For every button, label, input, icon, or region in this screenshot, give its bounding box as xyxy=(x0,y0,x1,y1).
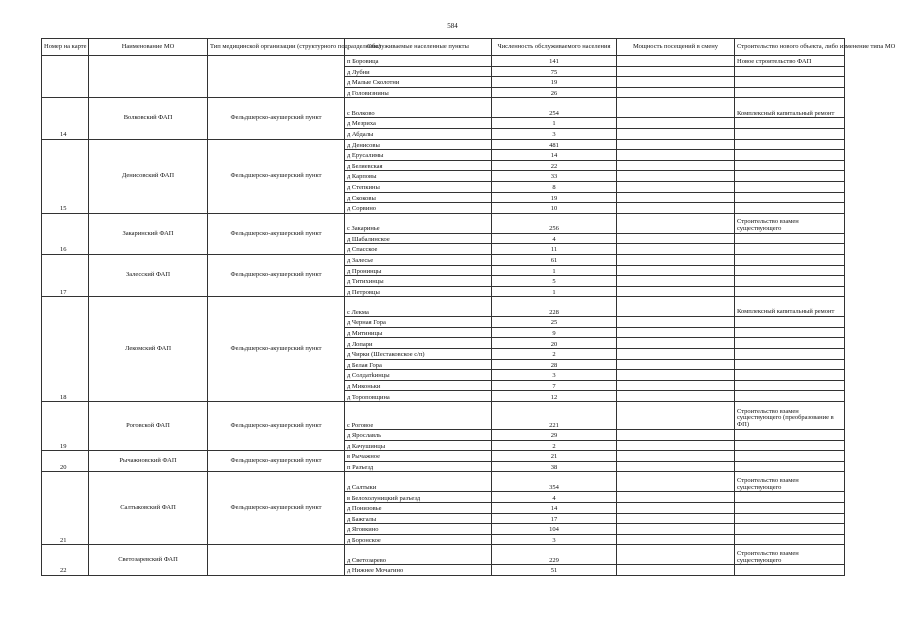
construction-cell xyxy=(735,276,845,287)
population-cell: 7 xyxy=(492,380,617,391)
org-type-cell: Фельдшерско-акушерский пункт xyxy=(208,254,345,296)
population-cell: 4 xyxy=(492,233,617,244)
capacity-cell xyxy=(617,391,735,402)
population-cell: 4 xyxy=(492,492,617,503)
capacity-cell xyxy=(617,338,735,349)
construction-cell xyxy=(735,77,845,88)
org-type-cell: Фельдшерско-акушерский пункт xyxy=(208,451,345,472)
population-cell: 256 xyxy=(492,213,617,233)
population-cell: 19 xyxy=(492,192,617,203)
settlement-cell: д Яговкино xyxy=(345,524,492,535)
header-capacity: Мощность посещений в смену xyxy=(617,39,735,56)
map-number-cell: 14 xyxy=(42,98,89,139)
settlement-cell: д Боронское xyxy=(345,534,492,545)
capacity-cell xyxy=(617,297,735,317)
construction-cell: Строительство взамен существующего (преобразование в ФП) xyxy=(735,402,845,430)
org-type-cell: Фельдшерско-акушерский пункт xyxy=(208,139,345,213)
capacity-cell xyxy=(617,380,735,391)
construction-cell xyxy=(735,391,845,402)
construction-cell xyxy=(735,317,845,328)
construction-cell xyxy=(735,359,845,370)
capacity-cell xyxy=(617,150,735,161)
construction-cell xyxy=(735,203,845,214)
capacity-cell xyxy=(617,139,735,150)
capacity-cell xyxy=(617,461,735,472)
settlement-cell: д Бажгалы xyxy=(345,513,492,524)
construction-cell xyxy=(735,430,845,441)
construction-cell xyxy=(735,160,845,171)
settlement-cell: д Денисовы xyxy=(345,139,492,150)
settlement-cell: д Тороповщина xyxy=(345,391,492,402)
population-cell: 11 xyxy=(492,244,617,255)
construction-cell xyxy=(735,233,845,244)
settlement-cell: д Светозарево xyxy=(345,545,492,565)
construction-cell xyxy=(735,254,845,265)
population-cell: 228 xyxy=(492,297,617,317)
map-number-cell xyxy=(42,56,89,98)
settlement-cell: с Роговое xyxy=(345,402,492,430)
population-cell: 61 xyxy=(492,254,617,265)
settlement-cell: д Чирки (Шестаковское с/п) xyxy=(345,349,492,360)
capacity-cell xyxy=(617,545,735,565)
header-org-type: Тип медицинской организации (структурного подразделения) xyxy=(208,39,345,56)
settlement-cell: д Пронинцы xyxy=(345,265,492,276)
construction-cell xyxy=(735,440,845,451)
settlement-cell: д Качушинцы xyxy=(345,440,492,451)
mo-name-cell: Денисовский ФАП xyxy=(89,139,208,213)
construction-cell xyxy=(735,87,845,98)
settlement-cell: д Степкины xyxy=(345,181,492,192)
settlement-cell: д Головизнины xyxy=(345,87,492,98)
map-number-cell: 21 xyxy=(42,472,89,545)
construction-cell xyxy=(735,524,845,535)
construction-cell xyxy=(735,370,845,381)
table-row xyxy=(42,98,845,118)
settlement-cell: д Ерусалимы xyxy=(345,150,492,161)
map-number-cell: 18 xyxy=(42,297,89,402)
header-population: Численность обслуживаемого населения xyxy=(492,39,617,56)
construction-cell xyxy=(735,181,845,192)
settlement-cell: д Ярославль xyxy=(345,430,492,441)
population-cell: 3 xyxy=(492,128,617,139)
settlement-cell: п Разъезд xyxy=(345,461,492,472)
population-cell: 17 xyxy=(492,513,617,524)
mo-name-cell: Закаринский ФАП xyxy=(89,213,208,254)
mo-name-cell: Роговской ФАП xyxy=(89,402,208,451)
header-settlements: Обслуживаемые населенные пункты xyxy=(345,39,492,56)
org-type-cell: Фельдшерско-акушерский пункт xyxy=(208,472,345,545)
settlement-cell: д Скоковы xyxy=(345,192,492,203)
capacity-cell xyxy=(617,317,735,328)
capacity-cell xyxy=(617,118,735,129)
population-cell: 21 xyxy=(492,451,617,462)
settlement-cell: д Абдалы xyxy=(345,128,492,139)
org-type-cell xyxy=(208,56,345,98)
construction-cell: Строительство взамен существующего xyxy=(735,545,845,565)
settlement-cell: д Мезриха xyxy=(345,118,492,129)
construction-cell xyxy=(735,327,845,338)
capacity-cell xyxy=(617,359,735,370)
facility-table xyxy=(41,38,896,576)
capacity-cell xyxy=(617,265,735,276)
settlement-cell: в Белохолуницкий разъезд xyxy=(345,492,492,503)
construction-cell xyxy=(735,192,845,203)
settlement-cell: д Спасское xyxy=(345,244,492,255)
construction-cell: Комплексный капитальный ремонт xyxy=(735,98,845,118)
header-row xyxy=(42,39,845,56)
population-cell: 75 xyxy=(492,66,617,77)
header-mo-name: Наименование МО xyxy=(89,39,208,56)
capacity-cell xyxy=(617,276,735,287)
population-cell: 229 xyxy=(492,545,617,565)
settlement-cell: с Лекма xyxy=(345,297,492,317)
settlement-cell: с Волково xyxy=(345,98,492,118)
table-row xyxy=(42,56,845,67)
capacity-cell xyxy=(617,524,735,535)
population-cell: 26 xyxy=(492,87,617,98)
map-number-cell: 22 xyxy=(42,545,89,576)
map-number-cell: 17 xyxy=(42,254,89,296)
settlement-cell: в Рычажное xyxy=(345,451,492,462)
capacity-cell xyxy=(617,534,735,545)
population-cell: 2 xyxy=(492,349,617,360)
population-cell: 1 xyxy=(492,118,617,129)
org-type-cell: Фельдшерско-акушерский пункт xyxy=(208,297,345,402)
construction-cell xyxy=(735,451,845,462)
org-type-cell: Фельдшерско-акушерский пункт xyxy=(208,213,345,254)
construction-cell: Комплексный капитальный ремонт xyxy=(735,297,845,317)
table-row xyxy=(42,451,845,462)
construction-cell xyxy=(735,139,845,150)
settlement-cell: п Боровица xyxy=(345,56,492,67)
mo-name-cell xyxy=(89,56,208,98)
population-cell: 8 xyxy=(492,181,617,192)
map-number-cell: 15 xyxy=(42,139,89,213)
population-cell: 51 xyxy=(492,565,617,576)
capacity-cell xyxy=(617,440,735,451)
capacity-cell xyxy=(617,327,735,338)
capacity-cell xyxy=(617,349,735,360)
population-cell: 1 xyxy=(492,265,617,276)
population-cell: 9 xyxy=(492,327,617,338)
construction-cell xyxy=(735,244,845,255)
capacity-cell xyxy=(617,171,735,182)
settlement-cell: д Понизовье xyxy=(345,503,492,514)
population-cell: 3 xyxy=(492,370,617,381)
population-cell: 22 xyxy=(492,160,617,171)
capacity-cell xyxy=(617,66,735,77)
org-type-cell xyxy=(208,545,345,576)
population-cell: 25 xyxy=(492,317,617,328)
mo-name-cell: Салтыковский ФАП xyxy=(89,472,208,545)
capacity-cell xyxy=(617,472,735,492)
construction-cell: Новое строительство ФАП xyxy=(735,56,845,67)
org-type-cell: Фельдшерско-акушерский пункт xyxy=(208,402,345,451)
capacity-cell xyxy=(617,503,735,514)
table-row xyxy=(42,545,845,565)
settlement-cell: д Залесье xyxy=(345,254,492,265)
capacity-cell xyxy=(617,286,735,297)
construction-cell xyxy=(735,492,845,503)
population-cell: 141 xyxy=(492,56,617,67)
capacity-cell xyxy=(617,181,735,192)
mo-name-cell: Волковский ФАП xyxy=(89,98,208,139)
settlement-cell: д Малые Сколотни xyxy=(345,77,492,88)
construction-cell xyxy=(735,128,845,139)
construction-cell xyxy=(735,503,845,514)
settlement-cell: д Шабалинское xyxy=(345,233,492,244)
capacity-cell xyxy=(617,87,735,98)
mo-name-cell: Лекомский ФАП xyxy=(89,297,208,402)
mo-name-cell: Светозаревский ФАП xyxy=(89,545,208,576)
construction-cell xyxy=(735,513,845,524)
settlement-cell: д Митиницы xyxy=(345,327,492,338)
capacity-cell xyxy=(617,98,735,118)
construction-cell: Строительство взамен существующего xyxy=(735,213,845,233)
construction-cell xyxy=(735,286,845,297)
capacity-cell xyxy=(617,244,735,255)
settlement-cell: д Карповы xyxy=(345,171,492,182)
settlement-cell: с Закаринье xyxy=(345,213,492,233)
population-cell: 12 xyxy=(492,391,617,402)
settlement-cell: д Титихинцы xyxy=(345,276,492,287)
construction-cell xyxy=(735,565,845,576)
capacity-cell xyxy=(617,451,735,462)
settlement-cell: д Лопари xyxy=(345,338,492,349)
population-cell: 33 xyxy=(492,171,617,182)
construction-cell: Строительство взамен существующего xyxy=(735,472,845,492)
construction-cell xyxy=(735,66,845,77)
table-row xyxy=(42,213,845,233)
capacity-cell xyxy=(617,430,735,441)
map-number-cell: 20 xyxy=(42,451,89,472)
capacity-cell xyxy=(617,213,735,233)
population-cell: 14 xyxy=(492,150,617,161)
capacity-cell xyxy=(617,192,735,203)
settlement-cell: д Салтыки xyxy=(345,472,492,492)
capacity-cell xyxy=(617,492,735,503)
capacity-cell xyxy=(617,77,735,88)
population-cell: 5 xyxy=(492,276,617,287)
construction-cell xyxy=(735,380,845,391)
settlement-cell: д Черная Гора xyxy=(345,317,492,328)
construction-cell xyxy=(735,534,845,545)
population-cell: 221 xyxy=(492,402,617,430)
construction-cell xyxy=(735,150,845,161)
settlement-cell: д Сорвино xyxy=(345,203,492,214)
population-cell: 104 xyxy=(492,524,617,535)
population-cell: 29 xyxy=(492,430,617,441)
table-row xyxy=(42,254,845,265)
header-map-no: Номер на карте xyxy=(42,39,89,56)
construction-cell xyxy=(735,118,845,129)
population-cell: 3 xyxy=(492,534,617,545)
population-cell: 20 xyxy=(492,338,617,349)
capacity-cell xyxy=(617,160,735,171)
table-row xyxy=(42,402,845,430)
settlement-cell: д Миконьки xyxy=(345,380,492,391)
construction-cell xyxy=(735,349,845,360)
table-row xyxy=(42,472,845,492)
capacity-cell xyxy=(617,254,735,265)
settlement-cell: д Петровцы xyxy=(345,286,492,297)
table-row xyxy=(42,139,845,150)
settlement-cell: д Лубни xyxy=(345,66,492,77)
map-number-cell: 19 xyxy=(42,402,89,451)
population-cell: 28 xyxy=(492,359,617,370)
settlement-cell: д Белая Гора xyxy=(345,359,492,370)
capacity-cell xyxy=(617,370,735,381)
capacity-cell xyxy=(617,128,735,139)
settlement-cell: д Нижнее Мочагино xyxy=(345,565,492,576)
mo-name-cell: Залесский ФАП xyxy=(89,254,208,296)
construction-cell xyxy=(735,171,845,182)
page-number: 584 xyxy=(447,22,458,30)
capacity-cell xyxy=(617,513,735,524)
population-cell: 10 xyxy=(492,203,617,214)
capacity-cell xyxy=(617,56,735,67)
population-cell: 14 xyxy=(492,503,617,514)
population-cell: 1 xyxy=(492,286,617,297)
mo-name-cell: Рычажновский ФАП xyxy=(89,451,208,472)
capacity-cell xyxy=(617,402,735,430)
map-number-cell: 16 xyxy=(42,213,89,254)
table-row xyxy=(42,297,845,317)
capacity-cell xyxy=(617,565,735,576)
population-cell: 38 xyxy=(492,461,617,472)
org-type-cell: Фельдшерско-акушерский пункт xyxy=(208,98,345,139)
header-construction: Строительство нового объекта, либо изменение типа МО xyxy=(735,39,845,56)
population-cell: 354 xyxy=(492,472,617,492)
construction-cell xyxy=(735,461,845,472)
population-cell: 481 xyxy=(492,139,617,150)
capacity-cell xyxy=(617,203,735,214)
settlement-cell: д Солдатkинцы xyxy=(345,370,492,381)
population-cell: 254 xyxy=(492,98,617,118)
population-cell: 19 xyxy=(492,77,617,88)
capacity-cell xyxy=(617,233,735,244)
construction-cell xyxy=(735,265,845,276)
population-cell: 2 xyxy=(492,440,617,451)
construction-cell xyxy=(735,338,845,349)
settlement-cell: д Беляевская xyxy=(345,160,492,171)
